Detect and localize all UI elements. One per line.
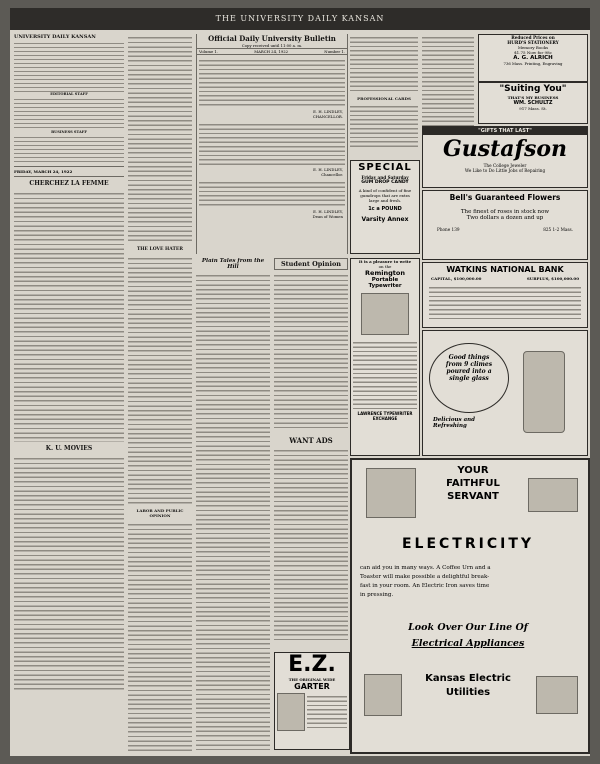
watkins-title: WATKINS NATIONAL BANK	[446, 265, 564, 274]
professional-cards-title: PROFESSIONAL CARDS	[357, 96, 411, 101]
gustafson-l1: The College Jeweler	[483, 163, 527, 168]
electric-l12: Utilities	[445, 687, 491, 698]
remington-l7: EXCHANGE	[372, 416, 398, 421]
suiting-title: "Suiting You"	[499, 84, 567, 94]
lost-notices	[350, 34, 418, 94]
coke-l3: poured into a	[446, 368, 492, 375]
student-opinion-title: Student Opinion	[274, 258, 348, 270]
student-opinion-text	[274, 272, 348, 428]
bells-l2: Two dollars a dozen and up	[466, 215, 544, 221]
bells-title: Bell's Guaranteed Flowers	[449, 193, 561, 202]
bulletin-copy-line: Copy received until 11:00 a. m.	[241, 43, 303, 48]
suiting-l4: 917 Mass. St.	[519, 106, 547, 111]
bulletin-date: MARCH 24, 1922	[254, 49, 289, 54]
special-l3: A kind of confident of fine	[358, 188, 412, 193]
bells-flowers-ad	[422, 190, 588, 260]
remington-l6: LAWRENCE TYPEWRITER	[357, 411, 413, 416]
remington-l2: on the	[378, 264, 392, 269]
remington-l1: It is a pleasure to write	[358, 259, 412, 264]
coke-l6: Refreshing	[433, 423, 467, 429]
alrich-l5: A. G. ALRICH	[513, 55, 553, 61]
bulletin-notice-2	[199, 121, 345, 165]
plain-tales-title: Plain Tales from the Hill	[201, 258, 265, 270]
suiting-you-ad	[478, 82, 588, 124]
editorial-staff-list	[14, 96, 124, 130]
want-ads-title: WANT ADS	[289, 436, 333, 445]
bulletin-block	[196, 34, 348, 254]
bells-l1: The finest of roses in stock now	[460, 209, 550, 215]
ez-garter: GARTER	[294, 682, 330, 691]
want-ads-list	[274, 447, 348, 643]
gustafson-top: "GIFTS THAT LAST"	[423, 127, 587, 135]
alrich-l2: HURD'S STATIONERY	[507, 40, 559, 45]
local-notices	[350, 34, 418, 150]
bulletin-sig-3: E. H. LINDLEY,	[313, 167, 343, 172]
plain-tales-column	[196, 258, 270, 752]
headline-cherchez: CHERCHEZ LA FEMME	[29, 180, 109, 187]
special-l4: gumdrops that are extra	[360, 193, 410, 198]
special-l2: GUM DROP CANDY	[361, 180, 409, 185]
gustafson-ad	[422, 126, 588, 188]
professional-cards	[350, 103, 418, 150]
left-column	[14, 34, 124, 752]
middle-column	[128, 34, 192, 752]
coke-l5: Delicious and	[433, 417, 475, 423]
special-l1: Friday and Saturday	[361, 175, 409, 180]
student-opinion-column	[274, 258, 348, 432]
special-price: 1c a POUND	[368, 206, 402, 212]
electric-l1: YOUR	[457, 465, 489, 476]
alrich-l1: Reduced Prices on	[511, 35, 555, 40]
electric-l5: can aid you in many ways. A Coffee Urn and a	[360, 565, 491, 571]
remington-text	[353, 339, 417, 409]
bells-phone1: Phone 139	[437, 227, 460, 232]
electric-l8: in pressing.	[360, 592, 394, 598]
plain-tales-text	[196, 272, 270, 750]
watkins-officers	[429, 284, 581, 320]
special-l5: large and fresh.	[368, 198, 402, 203]
coffee-urn-illustration	[366, 468, 416, 518]
electric-l2: FAITHFUL	[446, 478, 500, 489]
electric-l9: Look Over Our Line Of	[408, 622, 528, 633]
article-movies	[14, 455, 124, 691]
electric-utilities-ad	[350, 458, 590, 754]
alrich-l6: 736 Mass. Printing, Engraving	[503, 61, 563, 66]
watkins-bank-ad	[422, 262, 588, 328]
electric-l7: fast in your room. An Electric Iron saves time	[360, 583, 490, 589]
bulletin-sig-2: CHANCELLOR.	[312, 114, 343, 119]
coca-cola-ad	[422, 330, 588, 456]
ez-logo: E.Z.	[288, 652, 336, 677]
headline-movies: K. U. MOVIES	[45, 445, 93, 452]
suiting-l2: THAT'S MY BUSINESS	[507, 95, 559, 100]
paper-info-text	[14, 40, 124, 92]
toaster-illustration	[364, 674, 402, 716]
special-title: SPECIAL	[358, 162, 412, 173]
editorial-staff-heading: EDITORIAL STAFF	[50, 92, 88, 96]
ez-tagline: THE ORIGINAL WIDE	[288, 677, 336, 682]
headline-love-hater: THE LOVE HATER	[136, 247, 184, 252]
glass-illustration	[523, 351, 565, 433]
watkins-surplus: SURPLUS, $100,000.00	[526, 276, 579, 281]
article-cherchez	[14, 190, 124, 442]
alrich-l4: $1.75 Now for 98c	[514, 50, 552, 55]
alrich-ad	[478, 34, 588, 82]
bulletin-volume: Volume 1.	[199, 49, 219, 54]
date-line: FRIDAY, MARCH 24, 1922	[14, 169, 73, 174]
bulletin-notice-1	[199, 57, 345, 107]
bulletin-sig-5: E. H. LINDLEY,	[313, 209, 343, 214]
electric-l11: Kansas Electric	[425, 673, 511, 684]
bells-phone2: 825 1-2 Mass.	[543, 227, 573, 232]
bulletin-number: Number 1.	[324, 49, 345, 54]
special-ad	[350, 160, 420, 254]
article-love-hater	[128, 255, 192, 505]
article-labor	[128, 521, 192, 752]
coke-l4: single glass	[449, 375, 489, 382]
bulletin-notice-3	[199, 179, 345, 207]
newspaper-page	[10, 8, 590, 756]
business-staff-heading: BUSINESS STAFF	[51, 130, 87, 134]
paper-name: UNIVERSITY DAILY KANSAN	[14, 34, 96, 40]
suiting-l3: WM. SCHULTZ	[513, 100, 553, 106]
ez-garter-ad	[274, 652, 350, 750]
bulletin-sig-4: Chancellor.	[321, 172, 343, 177]
remington-ad	[350, 258, 420, 456]
coke-l1: Good things	[448, 354, 490, 361]
editorial-continued	[128, 34, 192, 244]
watkins-capital: CAPITAL, $100,000.00	[431, 276, 482, 281]
electric-l3: SERVANT	[447, 491, 499, 502]
gustafson-name: Gustafson	[442, 136, 568, 162]
bulletin-sig-6: Dean of Women	[312, 214, 343, 219]
special-store: Varsity Annex	[361, 216, 409, 223]
remington-l5: Typewriter	[368, 283, 402, 289]
headline-labor: LABOR AND PUBLIC OPINION	[136, 508, 184, 518]
remington-l4: Portable	[371, 277, 399, 283]
alrich-l3: Memory Books	[517, 45, 549, 50]
electric-l10: Electrical Appliances	[411, 638, 525, 649]
typewriter-illustration	[361, 293, 409, 335]
masthead: THE UNIVERSITY DAILY KANSAN	[10, 8, 590, 30]
electric-l6: Toaster will make possible a delightful break-	[360, 574, 490, 580]
electric-l4: ELECTRICITY	[401, 536, 535, 552]
bulletin-title: Official Daily University Bulletin	[208, 34, 336, 43]
want-ads-column	[274, 436, 348, 648]
remington-l3: Remington	[365, 269, 405, 277]
ez-text	[307, 693, 347, 729]
coke-l2: from 9 climes	[445, 361, 493, 368]
business-staff-list	[14, 134, 124, 164]
bulletin-sig-1: E. H. LINDLEY,	[313, 109, 343, 114]
gustafson-l2: We Like to Do Little Jobs of Repairing	[464, 168, 546, 173]
garter-illustration	[277, 693, 305, 731]
appliance-illustration	[536, 676, 578, 714]
iron-illustration	[528, 478, 578, 512]
